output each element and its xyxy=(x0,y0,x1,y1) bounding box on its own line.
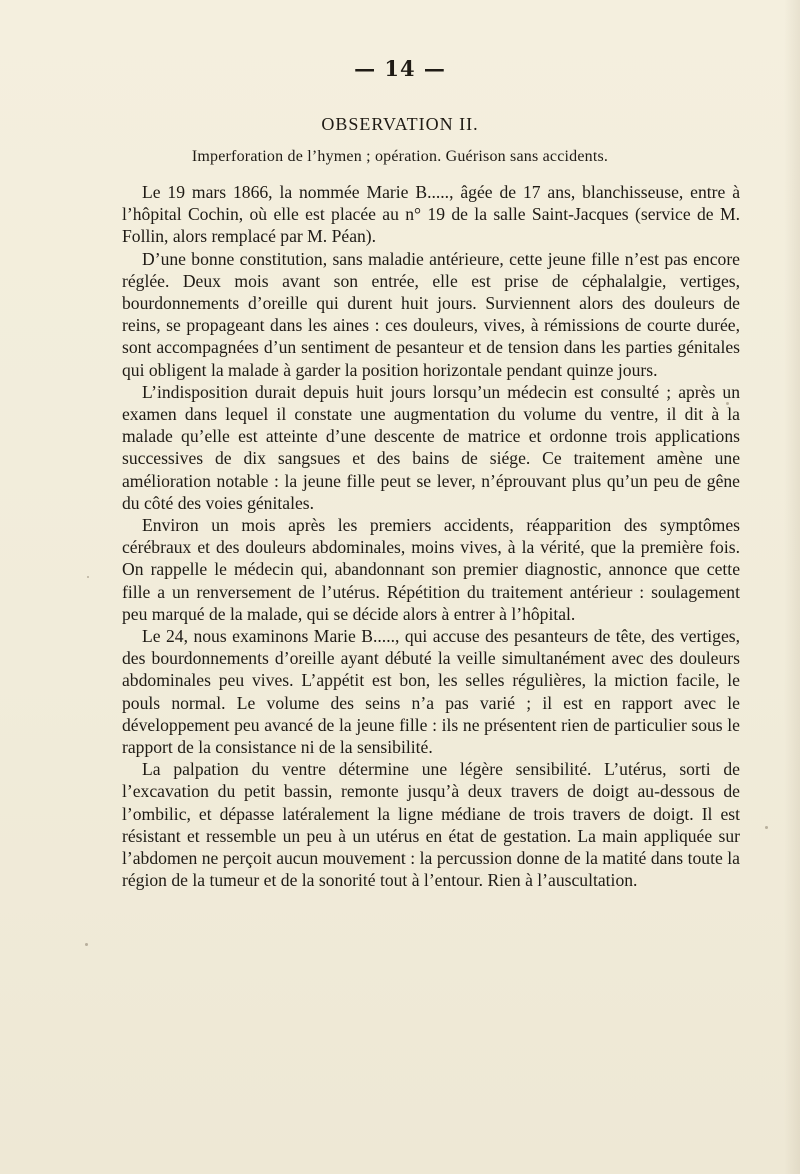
paper-speck xyxy=(765,826,768,829)
paper-speck xyxy=(726,402,729,405)
paragraph-3: L’indisposition durait depuis huit jours lorsqu’un médecin est consulté ; après un examen dans lequel il constate une augmentation du volume du ventre, il dit à la malade qu’elle est atteinte d’une descente de matrice et ordonne trois applications successives de dix sangsues et des bains de siége. Ce traitement amène une amélioration notable : la jeune fille peut se lever, n’éprouvant plus qu’un peu de gêne du côté des voies génitales. xyxy=(122,381,740,513)
observation-subtitle: Imperforation de l’hymen ; opération. Guérison sans accidents. xyxy=(191,148,609,165)
paragraph-2: D’une bonne constitution, sans maladie antérieure, cette jeune fille n’est pas encore réglée. Deux mois avant son entrée, elle est prise de céphalalgie, vertiges, bourdonnements d’oreille qui durent huit jours. Surviennent alors des douleurs de reins, se propageant dans les aines : ces douleurs, vives, à rémissions de courte durée, sont accompagnées d’un sentiment de pesanteur et de tension dans les parties génitales qui obligent la malade à garder la position horizontale pendant quinze jours. xyxy=(122,248,740,380)
page-edge-shadow xyxy=(784,0,800,1174)
paragraph-5: Le 24, nous examinons Marie B....., qui accuse des pesanteurs de tête, des vertiges, des bourdonnements d’oreille ayant débuté la veille simultanément avec des douleurs abdominales peu vives. L’appétit est bon, les selles régulières, la miction facile, le pouls normal. Le volume des seins n’a pas varié ; il est en rapport avec le développement peu avancé de la jeune fille : ils ne présentent rien de particulier sous le rapport de la consistance ni de la sensibilité. xyxy=(122,626,740,758)
paper-speck xyxy=(85,943,88,946)
body-text xyxy=(122,181,740,892)
paragraph-4: Environ un mois après les premiers accidents, réapparition des symptômes cérébraux et des douleurs abdominales, moins vives, à la vérité, que la première fois. On rappelle le médecin qui, abandonnant son premier diagnostic, annonce que cette fille a un renversement de l’utérus. Répétition du traitement antérieur : soulagement peu marqué de la malade, qui se décide alors à entrer à l’hôpital. xyxy=(122,515,740,624)
page-number: — 14 — xyxy=(354,56,446,81)
observation-title: OBSERVATION II. xyxy=(321,114,479,134)
paragraph-6: La palpation du ventre détermine une légère sensibilité. L’utérus, sorti de l’excavation du petit bassin, remonte jusqu’à deux travers de doigt au-dessous de l’ombilic, et dépasse latéralement la ligne médiane de trois travers de doigt. Il est résistant et ressemble un peu à un utérus en état de gestation. La main appliquée sur l’abdomen ne perçoit aucun mouvement : la percussion donne de la matité dans toute la région de la tumeur et de la sonorité tout à l’entour. Rien à l’auscultation. xyxy=(122,759,740,891)
paper-speck xyxy=(87,576,89,578)
paragraph-1: Le 19 mars 1866, la nommée Marie B....., âgée de 17 ans, blanchisseuse, entre à l’hôpital Cochin, où elle est placée au n° 19 de la salle Saint-Jacques (service de M. Follin, alors remplacé par M. Péan). xyxy=(122,182,740,247)
